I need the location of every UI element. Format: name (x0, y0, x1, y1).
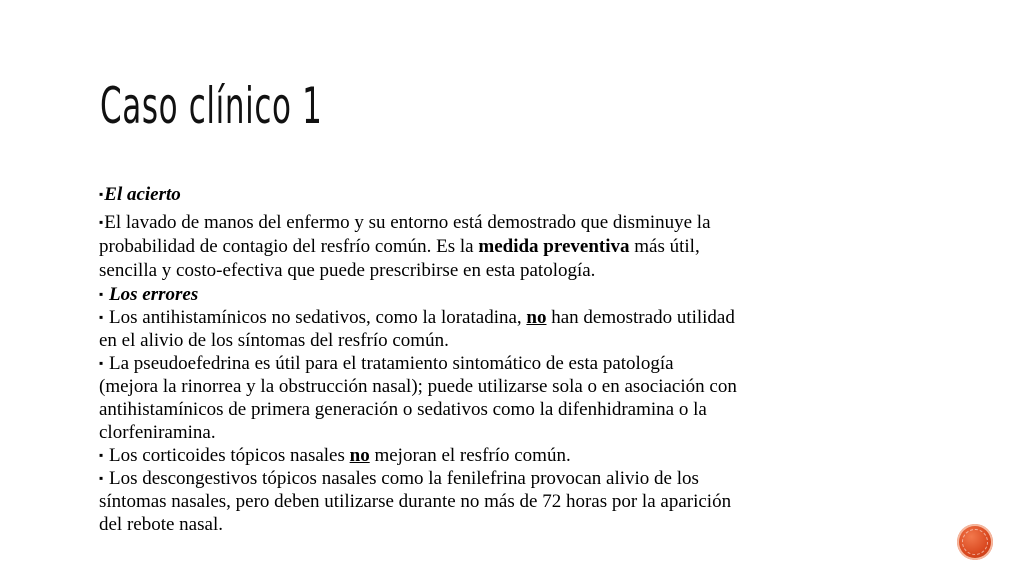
error-item: ▪ Los descongestivos tópicos nasales como la fenilefrina provocan alivio de los síntomas nasales, pero deben utilizarse durante no más de 72 horas por la aparición del rebote nasal. (99, 468, 732, 535)
acierto-paragraph: ▪El lavado de manos del enfermo y su entorno está demostrado que disminuye la probabilidad de contagio del resfrío común. Es la medida preventiva más útil, sencilla y costo-efectiva que puede prescribirse en esta patología. (99, 212, 711, 281)
square-bullet-icon: ▪ (99, 471, 104, 485)
error-item: ▪ Los corticoides tópicos nasales no mejoran el resfrío común. (99, 445, 571, 466)
badge-ring-icon (962, 529, 988, 555)
errores-heading: ▪ Los errores (99, 284, 199, 305)
square-bullet-icon: ▪ (99, 356, 104, 370)
error-item: ▪ Los antihistamínicos no sedativos, como la loratadina, no han demostrado utilidad en el alivio de los síntomas del resfrío común. (99, 307, 735, 351)
error-item: ▪ La pseudoefedrina es útil para el tratamiento sintomático de esta patología (mejora la rinorrea y la obstrucción nasal); puede utilizarse sola o en asociación con antihistamínicos de primera generación o sedativos como la difenhidramina o la clorfeniramina. (99, 353, 737, 443)
slide-body (99, 182, 949, 536)
square-bullet-icon: ▪ (99, 310, 104, 324)
slide-number-badge-icon (957, 524, 993, 560)
square-bullet-icon: ▪ (99, 287, 104, 301)
square-bullet-icon: ▪ (99, 187, 104, 201)
slide-title: Caso clínico 1 (100, 77, 323, 135)
square-bullet-icon: ▪ (99, 448, 104, 462)
square-bullet-icon: ▪ (99, 215, 104, 229)
acierto-heading: ▪El acierto (99, 184, 181, 205)
